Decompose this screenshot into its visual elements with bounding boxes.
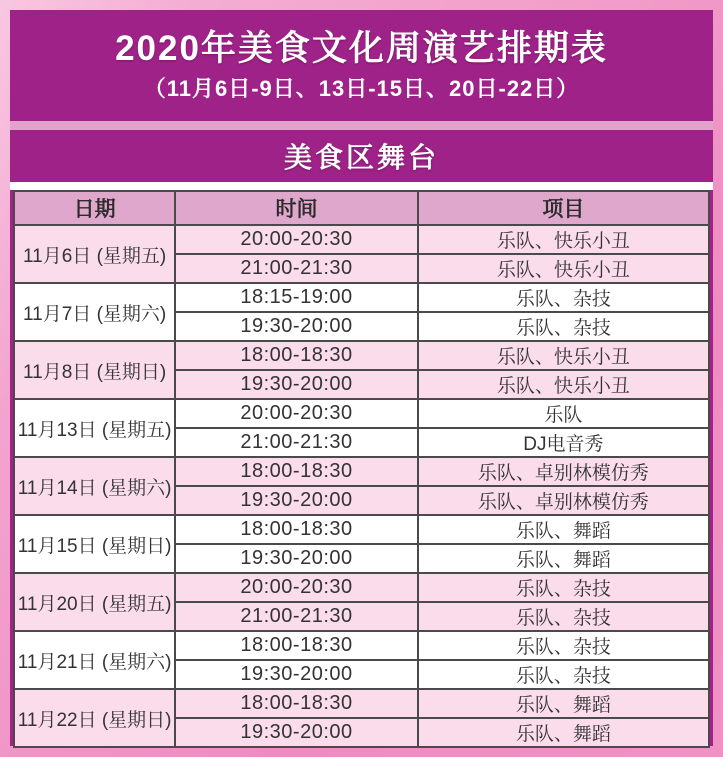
program-cell: 乐队、舞蹈: [418, 515, 709, 544]
table-row: [14, 573, 709, 602]
program-cell: DJ电音秀: [418, 428, 709, 457]
date-cell: 11月7日 (星期六): [14, 283, 175, 341]
table-row: [14, 689, 709, 718]
column-header-program: 项目: [418, 191, 709, 225]
time-cell: 18:15-19:00: [175, 283, 418, 312]
time-cell: 21:00-21:30: [175, 602, 418, 631]
program-cell: 乐队、舞蹈: [418, 718, 709, 747]
program-cell: 乐队、杂技: [418, 602, 709, 631]
time-cell: 19:30-20:00: [175, 312, 418, 341]
schedule-table: [13, 190, 710, 748]
time-cell: 18:00-18:30: [175, 515, 418, 544]
time-cell: 21:00-21:30: [175, 254, 418, 283]
program-cell: 乐队、杂技: [418, 573, 709, 602]
page-subtitle: （11月6日-9日、13日-15日、20日-22日）: [143, 75, 580, 101]
time-cell: 21:00-21:30: [175, 428, 418, 457]
date-cell: 11月13日 (星期五): [14, 399, 175, 457]
date-cell: 11月8日 (星期日): [14, 341, 175, 399]
date-cell: 11月20日 (星期五): [14, 573, 175, 631]
program-cell: 乐队、快乐小丑: [418, 225, 709, 254]
table-row: [14, 341, 709, 370]
time-cell: 19:30-20:00: [175, 486, 418, 515]
date-cell: 11月14日 (星期六): [14, 457, 175, 515]
program-cell: 乐队、杂技: [418, 312, 709, 341]
title-block: [10, 10, 713, 121]
table-row: [14, 515, 709, 544]
time-cell: 19:30-20:00: [175, 660, 418, 689]
table-row: [14, 457, 709, 486]
program-cell: 乐队、杂技: [418, 660, 709, 689]
program-cell: 乐队、杂技: [418, 631, 709, 660]
time-cell: 18:00-18:30: [175, 341, 418, 370]
time-cell: 19:30-20:00: [175, 718, 418, 747]
program-cell: 乐队、卓别林模仿秀: [418, 486, 709, 515]
date-cell: 11月15日 (星期日): [14, 515, 175, 573]
time-cell: 18:00-18:30: [175, 689, 418, 718]
program-cell: 乐队、卓别林模仿秀: [418, 457, 709, 486]
schedule-table-frame: [10, 190, 713, 746]
date-cell: 11月6日 (星期五): [14, 225, 175, 283]
page-title: 2020年美食文化周演艺排期表: [115, 29, 608, 69]
table-row: [14, 225, 709, 254]
header-row: [14, 191, 709, 225]
date-cell: 11月22日 (星期日): [14, 689, 175, 747]
table-row: [14, 283, 709, 312]
pink-divider: [10, 121, 713, 130]
time-cell: 20:00-20:30: [175, 399, 418, 428]
table-row: [14, 399, 709, 428]
time-cell: 19:30-20:00: [175, 370, 418, 399]
time-cell: 20:00-20:30: [175, 225, 418, 254]
time-cell: 18:00-18:30: [175, 631, 418, 660]
program-cell: 乐队、快乐小丑: [418, 254, 709, 283]
program-cell: 乐队、快乐小丑: [418, 341, 709, 370]
column-header-time: 时间: [175, 191, 418, 225]
time-cell: 18:00-18:30: [175, 457, 418, 486]
table-row: [14, 631, 709, 660]
program-cell: 乐队、快乐小丑: [418, 370, 709, 399]
schedule-sheet: [10, 10, 713, 746]
white-divider: [10, 182, 713, 190]
time-cell: 20:00-20:30: [175, 573, 418, 602]
program-cell: 乐队、杂技: [418, 283, 709, 312]
time-cell: 19:30-20:00: [175, 544, 418, 573]
program-cell: 乐队、舞蹈: [418, 689, 709, 718]
column-header-date: 日期: [14, 191, 175, 225]
date-cell: 11月21日 (星期六): [14, 631, 175, 689]
stage-title: 美食区舞台: [10, 130, 713, 182]
program-cell: 乐队: [418, 399, 709, 428]
program-cell: 乐队、舞蹈: [418, 544, 709, 573]
